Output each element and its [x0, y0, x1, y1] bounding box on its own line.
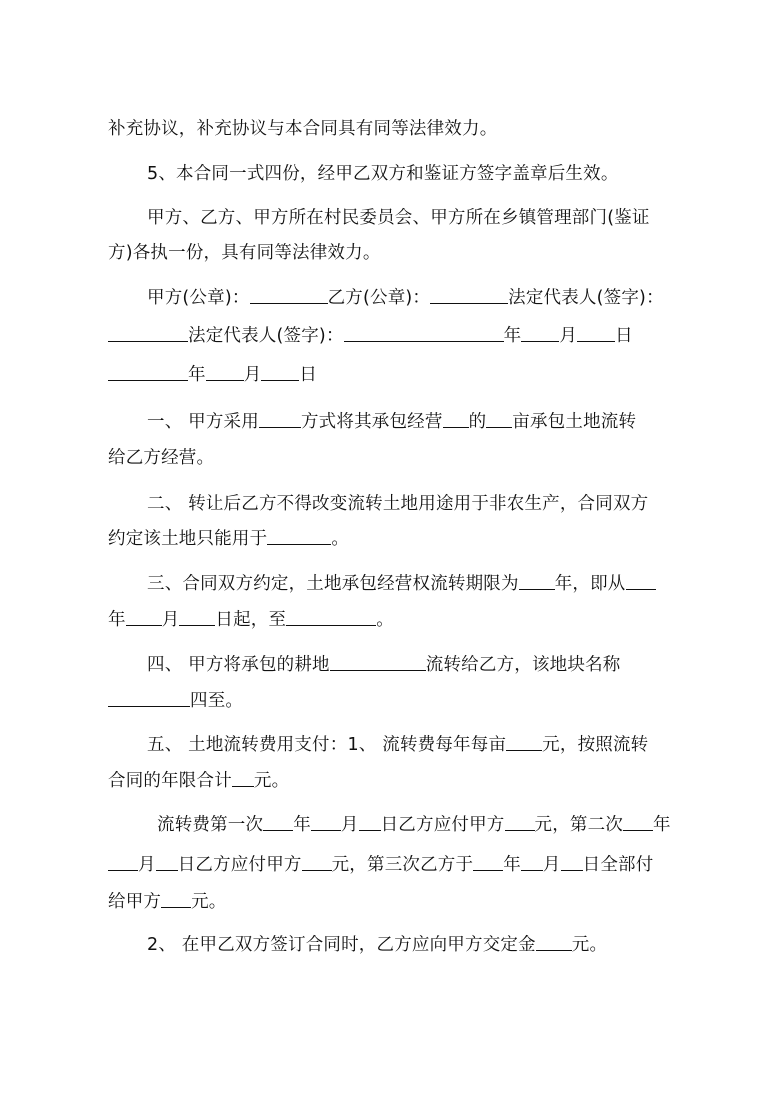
paragraph-line [147, 162, 619, 186]
text-run: 日起，至 [215, 610, 287, 630]
text-run: 。 [376, 610, 394, 630]
fill-blank [359, 813, 381, 831]
label-month: 月 [559, 326, 578, 346]
fill-blank [108, 689, 190, 707]
clause-line [147, 933, 607, 957]
text-run: 的 [468, 412, 487, 432]
fill-blank [521, 853, 543, 871]
fill-blank [263, 813, 293, 831]
label-year: 年 [653, 815, 671, 835]
fill-blank [623, 813, 653, 831]
label-party-b-seal: 乙方(公章)： [327, 288, 431, 308]
clause-line [108, 890, 227, 914]
text-run: 日乙方应付甲方 [177, 855, 302, 875]
paragraph-line [108, 241, 381, 265]
fill-blank [521, 324, 559, 342]
text-run: 二、 转让后乙方不得改变流转土地用途用于非农生产，合同双方 [147, 494, 649, 514]
fill-blank [206, 363, 244, 381]
fill-blank [108, 363, 188, 381]
text-run: 三、合同双方约定，土地承包经营权流转期限为 [147, 574, 519, 594]
signature-line [108, 324, 633, 348]
text-run: 五、 土地流转费用支付：1、 流转费每年每亩 [147, 735, 507, 755]
text-run: 补充协议，补充协议与本合同具有同等法律效力。 [108, 119, 498, 139]
date-line [108, 363, 317, 387]
clause-line [147, 410, 636, 434]
label-year: 年 [293, 815, 311, 835]
label-day: 日 [615, 326, 633, 346]
fill-blank [344, 324, 504, 342]
fill-blank [286, 608, 376, 626]
clause-line [108, 853, 653, 877]
fill-blank [626, 572, 656, 590]
label-party-a-seal: 甲方(公章)： [147, 288, 250, 308]
fill-blank [330, 653, 426, 671]
text-run: 2、 在甲乙双方签订合同时，乙方应向甲方交定金 [147, 935, 536, 955]
text-run: 5、本合同一式四份，经甲乙双方和鉴证方签字盖章后生效。 [147, 164, 619, 184]
text-run: 年，即从 [554, 574, 626, 594]
text-run: 方式将其承包经营 [300, 412, 443, 432]
clause-line [147, 653, 620, 677]
fill-blank [259, 410, 301, 428]
fill-blank [443, 410, 469, 428]
fill-blank [561, 853, 583, 871]
label-year: 年 [188, 365, 206, 385]
text-run: 流转费第一次 [157, 815, 264, 835]
fill-blank [156, 853, 178, 871]
label-month: 月 [161, 610, 180, 630]
fill-blank [108, 853, 138, 871]
text-run: 方)各执一份，具有同等法律效力。 [108, 243, 381, 263]
text-run: 甲方、乙方、甲方所在村民委员会、甲方所在乡镇管理部门(鉴证 [147, 208, 650, 228]
text-run: 元，按照流转 [542, 735, 649, 755]
text-run: 四、 甲方将承包的耕地 [147, 655, 330, 675]
label-year: 年 [503, 326, 522, 346]
fill-blank [430, 286, 508, 304]
text-run: 元。 [253, 771, 290, 791]
text-run: 元，第二次 [534, 815, 624, 835]
fill-blank [506, 733, 542, 751]
fill-blank [250, 286, 328, 304]
fill-blank [261, 363, 299, 381]
label-year: 年 [503, 855, 521, 875]
fill-blank [577, 324, 615, 342]
paragraph-line [147, 206, 650, 230]
fill-blank [161, 890, 191, 908]
text-run: 流转给乙方，该地块名称 [425, 655, 621, 675]
clause-line [108, 527, 349, 551]
label-month: 月 [138, 855, 156, 875]
text-run: 元。 [571, 935, 608, 955]
text-run: 亩承包土地流转 [512, 412, 637, 432]
text-run: 日乙方应付甲方 [380, 815, 505, 835]
text-run: 给甲方 [108, 892, 162, 912]
clause-line [147, 572, 656, 596]
text-run: 约定该土地只能用于 [108, 529, 268, 549]
signature-line [147, 286, 664, 310]
fill-blank [108, 324, 188, 342]
clause-line [147, 733, 648, 757]
text-run: 元，第三次乙方于 [331, 855, 474, 875]
label-month: 月 [243, 365, 262, 385]
fill-blank [126, 608, 162, 626]
text-run: 给乙方经营。 [108, 448, 215, 468]
clause-line [108, 769, 289, 793]
label-legal-rep-signature: 法定代表人(签字)： [508, 288, 664, 308]
label-year: 年 [108, 610, 126, 630]
clause-line [108, 689, 243, 713]
fill-blank [302, 853, 332, 871]
clause-line [108, 608, 394, 632]
fill-blank [232, 769, 254, 787]
text-run: 日全部付 [582, 855, 654, 875]
fill-blank [311, 813, 341, 831]
label-month: 月 [542, 855, 561, 875]
label-legal-rep-signature: 法定代表人(签字)： [188, 326, 344, 346]
clause-line [147, 492, 648, 516]
fill-blank [536, 933, 572, 951]
fill-blank [179, 608, 215, 626]
paragraph-line [108, 117, 497, 141]
fill-blank [473, 853, 503, 871]
text-run: 一、 甲方采用 [147, 412, 259, 432]
text-run: 四至。 [190, 691, 244, 711]
clause-line [108, 446, 214, 470]
label-day: 日 [299, 365, 318, 385]
fill-blank [505, 813, 535, 831]
fill-blank [267, 527, 331, 545]
text-run: 。 [331, 529, 350, 549]
text-run: 合同的年限合计 [108, 771, 232, 791]
fill-blank [486, 410, 512, 428]
label-month: 月 [340, 815, 359, 835]
text-run: 元。 [191, 892, 227, 912]
clause-line [157, 813, 671, 837]
fill-blank [519, 572, 555, 590]
